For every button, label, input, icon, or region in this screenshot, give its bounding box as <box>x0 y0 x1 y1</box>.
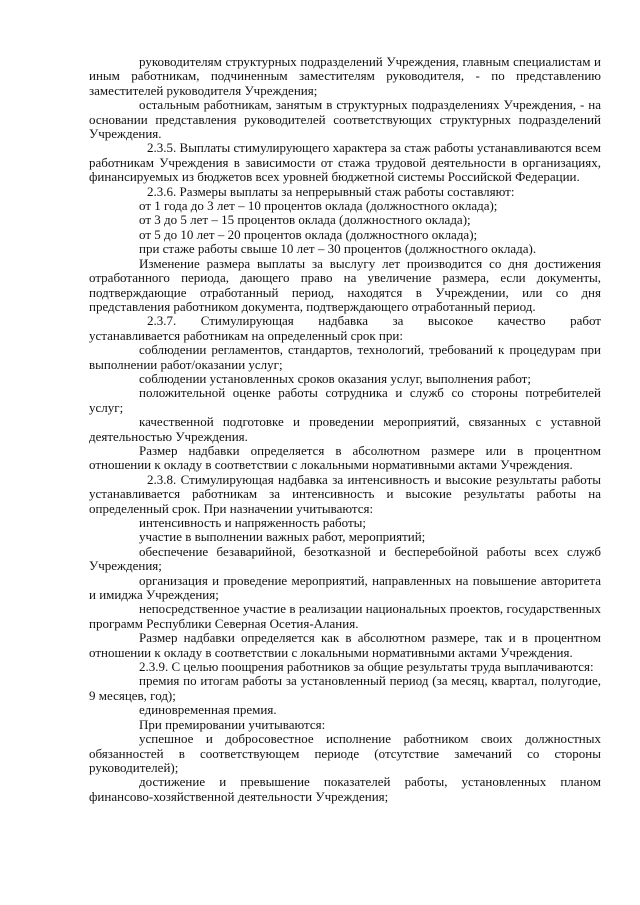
paragraph: участие в выполнении важных работ, мероприятий; <box>139 529 426 545</box>
paragraph: интенсивность и напряженность работы; <box>139 515 366 530</box>
paragraph: единовременная премия. <box>139 702 277 718</box>
paragraph: соблюдении регламентов, стандартов, технологий, требований к процедурам при выполнении работ/оказании услуг; <box>89 342 601 372</box>
paragraph: При премировании учитываются: <box>139 716 326 732</box>
document-body <box>89 55 601 804</box>
paragraph: обеспечение безаварийной, безотказной и бесперебойной работы всех служб Учреждения; <box>89 543 601 574</box>
paragraph: от 3 до 5 лет – 15 процентов оклада (должностного оклада); <box>139 212 471 228</box>
paragraph: премия по итогам работы за установленный период (за месяц, квартал, полугодие, 9 месяцев, год); <box>89 673 601 703</box>
paragraph: от 5 до 10 лет – 20 процентов оклада (должностного оклада); <box>139 226 478 242</box>
paragraph: 2.3.7. Стимулирующая надбавка за высокое качество работ <box>147 313 601 329</box>
paragraph: 2.3.6. Размеры выплаты за непрерывный стаж работы составляют: <box>147 183 515 199</box>
paragraph: непосредственное участие в реализации национальных проектов, государственных программ Республики Северная Осетия-Алания. <box>89 601 601 631</box>
paragraph: Изменение размера выплаты за выслугу лет производится со дня достижения отработанного периода, дающего право на увеличение размера, если документы, подтверждающие отработанный период, находятся в Учреждении, или со дня представления работником документа, подтверждающего отработанный период. <box>89 255 601 314</box>
paragraph: 2.3.9. С целью поощрения работников за общие результаты труда выплачиваются: <box>139 659 594 675</box>
paragraph: руководителям структурных подразделений Учреждения, главным специалистам и иным работникам, подчиненным заместителям руководителя, - по представлению заместителей руководителя Учреждения; <box>89 54 601 98</box>
paragraph: успешное и добросовестное исполнение работником своих должностных обязанностей в соответствующем периоде (отсутствие замечаний со стороны руководителей); <box>89 731 601 775</box>
paragraph: от 1 года до 3 лет – 10 процентов оклада (должностного оклада); <box>139 198 498 214</box>
paragraph: организация и проведение мероприятий, направленных на повышение авторитета и имиджа Учреждения; <box>89 572 601 603</box>
paragraph: 2.3.8. Стимулирующая надбавка за интенсивность и высокие результаты работы устанавливается работникам за интенсивность и высокие результаты работы на определенный срок. При назначении учитываются: <box>89 471 601 516</box>
paragraph: остальным работникам, занятым в структурных подразделениях Учреждения, - на основании представления руководителей соответствующих структурных подразделений Учреждения. <box>89 97 601 142</box>
paragraph: 2.3.5. Выплаты стимулирующего характера за стаж работы устанавливаются всем работникам Учреждения в зависимости от стажа трудовой деятельности в организациях, финансируемых из бюджетов всех уровней бюджетной системы Российской Федерации. <box>89 140 601 185</box>
paragraph: соблюдении установленных сроков оказания услуг, выполнения работ; <box>139 370 531 386</box>
paragraph: устанавливается работникам на определенный срок при: <box>89 327 403 343</box>
paragraph: при стаже работы свыше 10 лет – 30 процентов (должностного оклада). <box>139 241 537 257</box>
paragraph: достижение и превышение показателей работы, установленных планом финансово-хозяйственной деятельности Учреждения; <box>89 774 601 804</box>
paragraph: Размер надбавки определяется как в абсолютном размере, так и в процентном отношении к окладу в соответствии с локальными нормативными актами Учреждения. <box>89 630 601 660</box>
paragraph: качественной подготовке и проведении мероприятий, связанных с уставной деятельностью Учреждения. <box>89 414 601 444</box>
paragraph: Размер надбавки определяется в абсолютном размере или в процентном отношении к окладу в соответствии с локальными нормативными актами Учреждения. <box>89 442 601 473</box>
paragraph: положительной оценке работы сотрудника и служб со стороны потребителей услуг; <box>89 385 601 415</box>
